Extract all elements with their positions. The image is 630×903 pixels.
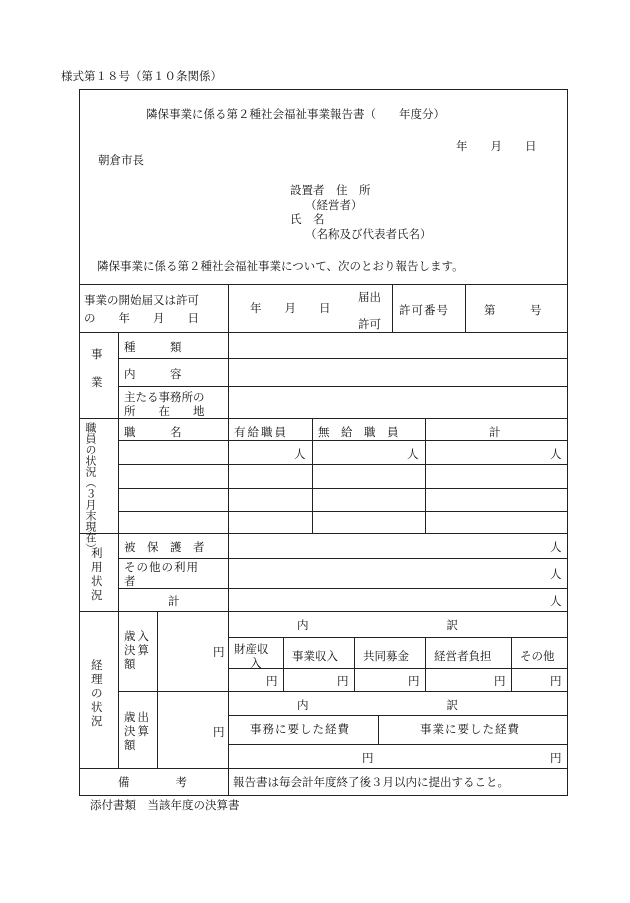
founder-address-label: 設置者 住 所 <box>290 183 371 197</box>
usage-group-label: 利用状況 <box>91 546 103 602</box>
revenue-breakdown-header: 内 訳 <box>297 618 458 632</box>
remarks-text: 報告書は毎会計年度終了後３月以内に提出すること。 <box>233 775 509 789</box>
form-number: 様式第１８号（第１０条関係） <box>61 69 222 83</box>
office-expense-label: 事務に要した経費 <box>250 722 350 736</box>
operator-share-unit: 円 <box>494 674 506 688</box>
usage-total-unit: 人 <box>550 594 562 608</box>
permit-number-field[interactable]: 第 号 <box>484 303 542 317</box>
usage-total-label: 計 <box>168 594 180 608</box>
business-expense-label: 事業に要した経費 <box>420 722 520 736</box>
content-field[interactable] <box>232 362 562 382</box>
addressee: 朝倉市長 <box>98 153 144 167</box>
operator-share-label: 経営者負担 <box>434 649 492 663</box>
office-label-line1: 主たる事務所の <box>124 390 205 404</box>
form-title: 隣保事業に係る第２種社会福祉事業報告書（ 年度分） <box>146 107 445 121</box>
remarks-label: 備 考 <box>118 775 187 789</box>
permit-number-label: 許可番号 <box>399 303 449 317</box>
finance-group-label: 経理の状況 <box>91 658 103 728</box>
permit-option[interactable]: 許可 <box>358 317 381 331</box>
report-statement: 隣保事業に係る第２種社会福祉事業について、次のとおり報告します。 <box>97 259 464 273</box>
business-income-label: 事業収入 <box>292 649 338 663</box>
revenue-unit: 円 <box>213 645 225 659</box>
report-date: 年 月 日 <box>456 139 537 153</box>
position-header: 職 名 <box>124 425 182 439</box>
unpaid-staff-unit: 人 <box>407 447 419 461</box>
community-chest-unit: 円 <box>408 674 420 688</box>
protected-persons-unit: 人 <box>550 540 562 554</box>
expenditure-label: 歳出決算額 <box>124 710 151 752</box>
other-users-unit: 人 <box>550 567 562 581</box>
other-income-unit: 円 <box>550 674 562 688</box>
paid-staff-header: 有給職員 <box>234 425 288 439</box>
office-label-line2: 所 在 地 <box>124 404 205 418</box>
office-field[interactable] <box>232 390 562 414</box>
staff-group-label: 職員の状況（３月末現在） <box>84 422 97 554</box>
other-income-label: その他 <box>520 649 555 663</box>
property-income-label: 財産収 <box>234 642 269 656</box>
start-date-field[interactable]: 年 月 日 <box>250 301 331 315</box>
revenue-label: 歳入決算額 <box>124 629 151 671</box>
business-expense-unit: 円 <box>550 751 562 765</box>
staff-total-header: 計 <box>489 425 501 439</box>
property-income-unit: 円 <box>266 674 278 688</box>
staff-total-unit: 人 <box>550 447 562 461</box>
paid-staff-unit: 人 <box>294 447 306 461</box>
expenditure-unit: 円 <box>213 725 225 739</box>
protected-persons-label: 被 保 護 者 <box>124 540 205 554</box>
business-group-label: 事業 <box>91 347 103 389</box>
content-label: 内 容 <box>124 367 182 381</box>
kind-label: 種 類 <box>124 340 182 354</box>
name-label: 氏 名 <box>290 212 325 226</box>
start-label-line1: 事業の開始届又は許可 <box>84 293 199 307</box>
name-note: （名称及び代表者氏名） <box>305 227 432 241</box>
start-label-line2: の 年 月 日 <box>84 311 199 325</box>
attachment-note: 添付書類 当該年度の決算書 <box>90 798 240 812</box>
business-income-unit: 円 <box>337 674 349 688</box>
property-income-label-2: 入 <box>250 656 262 670</box>
operator-label: （経営者） <box>305 198 363 212</box>
other-users-label-line2: 者 <box>124 574 136 588</box>
community-chest-label: 共同募金 <box>363 649 409 663</box>
expenditure-breakdown-header: 内 訳 <box>297 698 458 712</box>
notification-option[interactable]: 届出 <box>358 290 381 304</box>
kind-field[interactable] <box>232 336 562 356</box>
other-users-label-line1: その他の利用 <box>124 560 199 574</box>
unpaid-staff-header: 無 給 職 員 <box>318 425 399 439</box>
office-expense-unit: 円 <box>362 751 374 765</box>
